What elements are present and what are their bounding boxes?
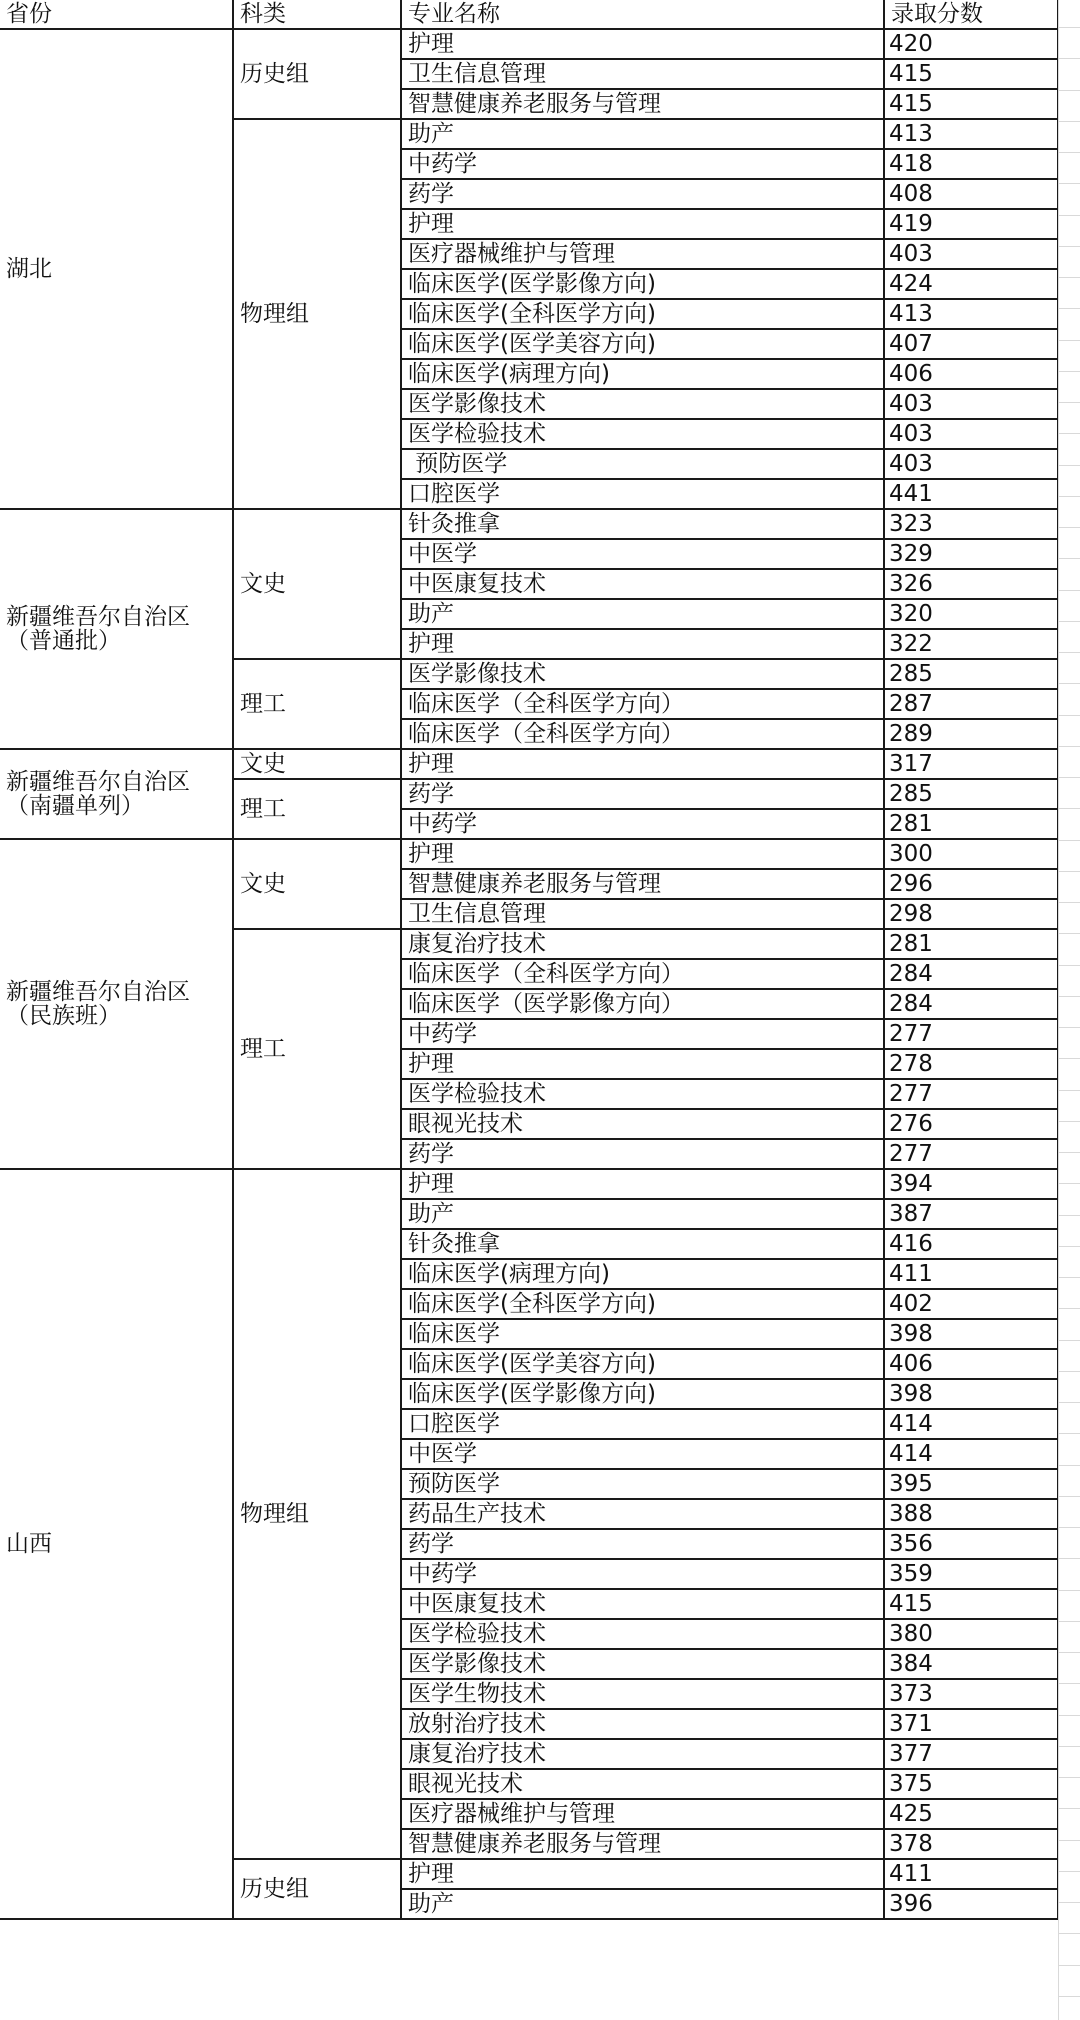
score-cell[interactable]: 277	[884, 1019, 1058, 1049]
gridline	[1058, 1277, 1080, 1278]
score-cell[interactable]: 284	[884, 959, 1058, 989]
table-body	[0, 29, 1058, 1919]
score-cell[interactable]: 398	[884, 1379, 1058, 1409]
score-cell[interactable]: 378	[884, 1829, 1058, 1859]
major-cell[interactable]: 智慧健康养老服务与管理	[401, 869, 884, 899]
score-cell[interactable]: 298	[884, 899, 1058, 929]
major-cell[interactable]: 药学	[401, 179, 884, 209]
score-cell[interactable]: 281	[884, 809, 1058, 839]
major-cell[interactable]: 护理	[401, 749, 884, 779]
major-cell[interactable]: 康复治疗技术	[401, 1739, 884, 1769]
major-cell[interactable]: 医学检验技术	[401, 1079, 884, 1109]
gridline	[1058, 933, 1080, 934]
category-cell[interactable]: 物理组	[233, 119, 401, 509]
score-cell[interactable]: 371	[884, 1709, 1058, 1739]
score-cell[interactable]: 289	[884, 719, 1058, 749]
province-name: 新疆维吾尔自治区	[6, 769, 190, 795]
score-cell[interactable]: 395	[884, 1469, 1058, 1499]
score-cell[interactable]: 320	[884, 599, 1058, 629]
table-row	[0, 509, 1058, 539]
major-cell[interactable]: 康复治疗技术	[401, 929, 884, 959]
score-cell[interactable]: 419	[884, 209, 1058, 239]
gridline	[1058, 621, 1080, 622]
major-cell[interactable]: 临床医学	[401, 1319, 884, 1349]
header-row	[0, 0, 1058, 29]
gridline	[1058, 215, 1080, 216]
gridline	[1058, 1965, 1080, 1966]
score-cell[interactable]: 287	[884, 689, 1058, 719]
gridline	[1058, 902, 1080, 903]
gridline	[1058, 340, 1080, 341]
major-cell[interactable]: 临床医学（医学影像方向）	[401, 989, 884, 1019]
gridline	[1058, 277, 1080, 278]
category-cell[interactable]: 物理组	[233, 1169, 401, 1859]
major-cell[interactable]: 临床医学(医学影像方向)	[401, 269, 884, 299]
gridline	[1058, 1715, 1080, 1716]
province-cell[interactable]	[0, 749, 233, 839]
major-cell[interactable]: 护理	[401, 209, 884, 239]
major-cell[interactable]: 助产	[401, 119, 884, 149]
gridline	[1058, 683, 1080, 684]
score-cell[interactable]: 398	[884, 1319, 1058, 1349]
province-batch: （南疆单列）	[6, 793, 144, 819]
major-cell[interactable]: 护理	[401, 629, 884, 659]
gridline	[1058, 558, 1080, 559]
major-cell[interactable]: 助产	[401, 1199, 884, 1229]
gridline	[1058, 1402, 1080, 1403]
score-cell[interactable]: 388	[884, 1499, 1058, 1529]
gridline	[1058, 1933, 1080, 1934]
gridline	[1058, 1590, 1080, 1591]
gridline	[1058, 0, 1059, 2020]
score-cell[interactable]: 323	[884, 509, 1058, 539]
major-cell[interactable]: 口腔医学	[401, 1409, 884, 1439]
province-name: 新疆维吾尔自治区	[6, 604, 190, 630]
major-cell[interactable]: 助产	[401, 599, 884, 629]
score-cell[interactable]: 411	[884, 1259, 1058, 1289]
category-cell[interactable]: 文史	[233, 509, 401, 659]
major-cell[interactable]: 针灸推拿	[401, 1229, 884, 1259]
major-cell[interactable]: 中药学	[401, 149, 884, 179]
province-name: 湖北	[6, 256, 52, 282]
gridline	[1058, 465, 1080, 466]
major-cell[interactable]: 医学影像技术	[401, 659, 884, 689]
major-cell[interactable]: 智慧健康养老服务与管理	[401, 89, 884, 119]
gridline	[1058, 1996, 1080, 1997]
score-cell[interactable]: 402	[884, 1289, 1058, 1319]
gridline	[1058, 246, 1080, 247]
score-cell[interactable]: 375	[884, 1769, 1058, 1799]
major-cell[interactable]: 医学影像技术	[401, 1649, 884, 1679]
gridline	[1058, 433, 1080, 434]
score-cell[interactable]: 380	[884, 1619, 1058, 1649]
gridline	[1058, 715, 1080, 716]
major-cell[interactable]: 卫生信息管理	[401, 899, 884, 929]
gridline	[1058, 1183, 1080, 1184]
score-cell[interactable]: 359	[884, 1559, 1058, 1589]
score-cell[interactable]: 322	[884, 629, 1058, 659]
major-cell[interactable]: 护理	[401, 1169, 884, 1199]
score-cell[interactable]: 384	[884, 1649, 1058, 1679]
table-row	[0, 749, 1058, 779]
major-cell[interactable]: 医学影像技术	[401, 389, 884, 419]
gridline	[1058, 871, 1080, 872]
major-cell[interactable]: 药学	[401, 1529, 884, 1559]
header-category[interactable]: 科类	[233, 0, 401, 29]
gridline	[1058, 1871, 1080, 1872]
major-cell[interactable]: 预防医学	[401, 1469, 884, 1499]
gridline	[1058, 1465, 1080, 1466]
major-cell[interactable]: 护理	[401, 29, 884, 59]
score-cell[interactable]: 441	[884, 479, 1058, 509]
major-cell[interactable]: 医疗器械维护与管理	[401, 239, 884, 269]
province-batch: （民族班）	[6, 1003, 121, 1029]
score-cell[interactable]: 296	[884, 869, 1058, 899]
header-score[interactable]: 录取分数	[884, 0, 1058, 29]
score-cell[interactable]: 373	[884, 1679, 1058, 1709]
gridline	[1058, 527, 1080, 528]
gridline	[1058, 1683, 1080, 1684]
score-cell[interactable]: 300	[884, 839, 1058, 869]
gridline	[1058, 58, 1080, 59]
gridline	[1058, 1527, 1080, 1528]
major-cell[interactable]: 药学	[401, 1139, 884, 1169]
gridline	[1058, 1308, 1080, 1309]
header-major[interactable]: 专业名称	[401, 0, 884, 29]
major-cell[interactable]: 护理	[401, 1859, 884, 1889]
gridline	[1058, 1058, 1080, 1059]
major-cell[interactable]: 中药学	[401, 809, 884, 839]
score-cell[interactable]: 414	[884, 1409, 1058, 1439]
score-cell[interactable]: 326	[884, 569, 1058, 599]
gridline	[1058, 808, 1080, 809]
score-cell[interactable]: 277	[884, 1079, 1058, 1109]
score-cell[interactable]: 418	[884, 149, 1058, 179]
major-cell[interactable]: 医疗器械维护与管理	[401, 1799, 884, 1829]
gridline	[1058, 996, 1080, 997]
major-cell[interactable]: 临床医学(病理方向)	[401, 1259, 884, 1289]
category-cell[interactable]: 历史组	[233, 29, 401, 119]
major-cell[interactable]: 临床医学(全科医学方向)	[401, 1289, 884, 1319]
score-cell[interactable]: 406	[884, 359, 1058, 389]
gridline	[1058, 1433, 1080, 1434]
score-cell[interactable]: 276	[884, 1109, 1058, 1139]
major-cell[interactable]: 中药学	[401, 1019, 884, 1049]
gridline	[1058, 1246, 1080, 1247]
major-cell[interactable]: 临床医学(医学影像方向)	[401, 1379, 884, 1409]
score-cell[interactable]: 387	[884, 1199, 1058, 1229]
province-cell[interactable]	[0, 839, 233, 1169]
major-cell[interactable]: 医学检验技术	[401, 1619, 884, 1649]
major-cell[interactable]: 中医学	[401, 1439, 884, 1469]
score-cell[interactable]: 317	[884, 749, 1058, 779]
gridline	[1058, 121, 1080, 122]
empty-grid-column	[1058, 0, 1080, 2020]
score-cell[interactable]: 285	[884, 659, 1058, 689]
gridline	[1058, 27, 1080, 28]
province-name: 新疆维吾尔自治区	[6, 979, 190, 1005]
province-cell[interactable]	[0, 509, 233, 749]
score-cell[interactable]: 356	[884, 1529, 1058, 1559]
table-row	[0, 29, 1058, 59]
gridline	[1058, 183, 1080, 184]
score-cell[interactable]: 413	[884, 299, 1058, 329]
score-cell[interactable]: 403	[884, 449, 1058, 479]
major-cell[interactable]: 放射治疗技术	[401, 1709, 884, 1739]
category-cell[interactable]: 理工	[233, 659, 401, 749]
score-cell[interactable]: 396	[884, 1889, 1058, 1919]
gridline	[1058, 308, 1080, 309]
gridline	[1058, 1340, 1080, 1341]
gridline	[1058, 90, 1080, 91]
province-cell[interactable]	[0, 1169, 233, 1919]
gridline	[1058, 371, 1080, 372]
score-cell[interactable]: 415	[884, 1589, 1058, 1619]
major-cell[interactable]: 卫生信息管理	[401, 59, 884, 89]
major-cell[interactable]: 护理	[401, 1049, 884, 1079]
category-cell[interactable]: 文史	[233, 839, 401, 929]
score-cell[interactable]: 406	[884, 1349, 1058, 1379]
score-cell[interactable]: 403	[884, 419, 1058, 449]
gridline	[1058, 1090, 1080, 1091]
score-cell[interactable]: 411	[884, 1859, 1058, 1889]
gridline	[1058, 1840, 1080, 1841]
score-cell[interactable]: 403	[884, 389, 1058, 419]
header-province[interactable]: 省份	[0, 0, 233, 29]
score-cell[interactable]: 413	[884, 119, 1058, 149]
gridline	[1058, 652, 1080, 653]
major-cell[interactable]: 中药学	[401, 1559, 884, 1589]
major-cell[interactable]: 临床医学(病理方向)	[401, 359, 884, 389]
major-cell[interactable]: 临床医学(医学美容方向)	[401, 329, 884, 359]
score-cell[interactable]: 407	[884, 329, 1058, 359]
category-cell[interactable]: 历史组	[233, 1859, 401, 1919]
province-name: 山西	[6, 1531, 52, 1557]
major-cell[interactable]: 药品生产技术	[401, 1499, 884, 1529]
score-cell[interactable]: 416	[884, 1229, 1058, 1259]
gridline	[1058, 1652, 1080, 1653]
gridline	[1058, 1558, 1080, 1559]
major-cell[interactable]: 临床医学（全科医学方向）	[401, 689, 884, 719]
gridline	[1058, 590, 1080, 591]
score-cell[interactable]: 281	[884, 929, 1058, 959]
score-cell[interactable]: 285	[884, 779, 1058, 809]
score-cell[interactable]: 403	[884, 239, 1058, 269]
province-batch: （普通批）	[6, 628, 121, 654]
category-cell[interactable]: 理工	[233, 779, 401, 839]
gridline	[1058, 965, 1080, 966]
major-cell[interactable]: 眼视光技术	[401, 1109, 884, 1139]
major-cell[interactable]: 中医学	[401, 539, 884, 569]
table-row	[0, 839, 1058, 869]
gridline	[1058, 152, 1080, 153]
major-cell[interactable]: 针灸推拿	[401, 509, 884, 539]
major-cell[interactable]: 临床医学（全科医学方向）	[401, 719, 884, 749]
gridline	[1058, 1215, 1080, 1216]
major-cell[interactable]: 药学	[401, 779, 884, 809]
major-cell[interactable]: 预防医学	[401, 449, 884, 479]
gridline	[1058, 746, 1080, 747]
score-cell[interactable]: 278	[884, 1049, 1058, 1079]
province-cell[interactable]	[0, 29, 233, 509]
gridline	[1058, 1746, 1080, 1747]
major-cell[interactable]: 医学生物技术	[401, 1679, 884, 1709]
gridline	[1058, 777, 1080, 778]
major-cell[interactable]: 助产	[401, 1889, 884, 1919]
major-cell[interactable]: 眼视光技术	[401, 1769, 884, 1799]
category-cell[interactable]: 理工	[233, 929, 401, 1169]
gridline	[1058, 496, 1080, 497]
major-cell[interactable]: 中医康复技术	[401, 1589, 884, 1619]
major-cell[interactable]: 中医康复技术	[401, 569, 884, 599]
score-cell[interactable]: 414	[884, 1439, 1058, 1469]
score-cell[interactable]: 425	[884, 1799, 1058, 1829]
score-cell[interactable]: 408	[884, 179, 1058, 209]
major-cell[interactable]: 医学检验技术	[401, 419, 884, 449]
score-cell[interactable]: 420	[884, 29, 1058, 59]
major-cell[interactable]: 护理	[401, 839, 884, 869]
gridline	[1058, 840, 1080, 841]
table-row	[0, 1169, 1058, 1199]
gridline	[1058, 1371, 1080, 1372]
gridline	[1058, 1808, 1080, 1809]
major-cell[interactable]: 口腔医学	[401, 479, 884, 509]
gridline	[1058, 1152, 1080, 1153]
score-cell[interactable]: 329	[884, 539, 1058, 569]
gridline	[1058, 1027, 1080, 1028]
gridline	[1058, 1496, 1080, 1497]
major-cell[interactable]: 临床医学(医学美容方向)	[401, 1349, 884, 1379]
score-cell[interactable]: 277	[884, 1139, 1058, 1169]
score-cell[interactable]: 284	[884, 989, 1058, 1019]
major-cell[interactable]: 临床医学（全科医学方向）	[401, 959, 884, 989]
gridline	[1058, 1621, 1080, 1622]
gridline	[1058, 1902, 1080, 1903]
category-cell[interactable]: 文史	[233, 749, 401, 779]
major-cell[interactable]: 智慧健康养老服务与管理	[401, 1829, 884, 1859]
score-cell[interactable]: 424	[884, 269, 1058, 299]
major-cell[interactable]: 临床医学(全科医学方向)	[401, 299, 884, 329]
score-cell[interactable]: 415	[884, 59, 1058, 89]
gridline	[1058, 1121, 1080, 1122]
gridline	[1058, 1777, 1080, 1778]
score-cell[interactable]: 377	[884, 1739, 1058, 1769]
gridline	[1058, 402, 1080, 403]
score-cell[interactable]: 415	[884, 89, 1058, 119]
score-cell[interactable]: 394	[884, 1169, 1058, 1199]
